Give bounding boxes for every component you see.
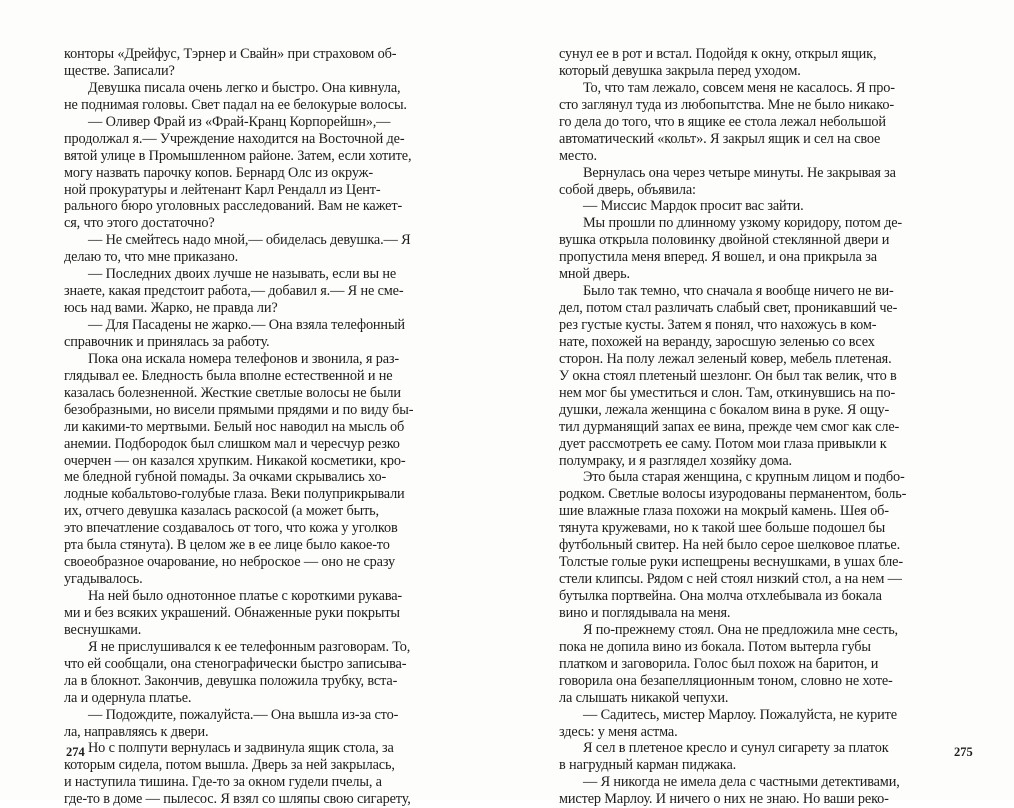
text-line: говорила она безапелляционным тоном, словно не хоте-	[559, 672, 893, 689]
text-line: это впечатление создавалось от того, что кожа у уголков	[64, 520, 398, 537]
text-line: — Садитесь, мистер Марлоу. Пожалуйста, не курите	[583, 706, 897, 723]
text-line: вино и поглядывала на меня.	[559, 604, 731, 621]
text-line: нем мог бы уместиться и слон. Там, откинувшись на по-	[559, 384, 896, 401]
text-line: пропустила меня вперед. Я вошел, и она прикрыла за	[559, 249, 877, 266]
text-line: рез густые кусты. Затем я понял, что нахожусь в ком-	[559, 317, 877, 333]
text-line: их, отчего девушка казалась раскосой (а может быть,	[64, 503, 379, 520]
text-line: веснушками.	[64, 621, 142, 638]
text-line: платком и заговорила. Голос был похож на баритон, и	[559, 655, 879, 672]
text-line: — Оливер Фрай из «Фрай-Кранц Корпорейшн»,—	[88, 113, 391, 130]
text-line: сторон. На полу лежал зеленый ковер, мебель плетеная.	[559, 350, 892, 367]
text-line: тил дурманящий запах ее вина, прежде чем смог как сле-	[559, 418, 900, 435]
text-line: ме бледной губной помады. За очками скрывались хо-	[64, 469, 387, 486]
text-line: делаю то, что мне приказано.	[64, 249, 238, 266]
text-line: То, что там лежало, совсем меня не касалось. Я про-	[583, 79, 895, 96]
text-line: конторы «Дрейфус, Тэрнер и Свайн» при страховом об-	[64, 46, 397, 62]
text-line: — Не смейтесь надо мной,— обиделась девушка.— Я	[88, 232, 411, 249]
text-line: рального бюро уголовных расследований. Вам не кажет-	[64, 198, 403, 215]
text-line: в нагрудный карман пиджака.	[559, 757, 737, 774]
text-line: где-то в доме — пылесос. Я взял со шляпы свою сигарету,	[64, 791, 411, 808]
text-line: справочник и принялась за работу.	[64, 333, 270, 350]
text-line: ной прокуратуры и лейтенант Карл Рендалл из Цент-	[64, 181, 381, 198]
text-line: очерчен — он казался хрупким. Никакой косметики, кро-	[64, 452, 406, 469]
text-line: что ей сообщали, она стенографически быстро записыва-	[64, 655, 407, 672]
text-line: безобразными, но висели прямыми прядями и по виду бы-	[64, 401, 414, 418]
text-line: угадывалось.	[64, 571, 143, 588]
text-line: своеобразное очарование, но неброское — оно не сразу	[64, 554, 396, 571]
right-page-text	[559, 46, 969, 808]
text-line: ла слышать никакой чепухи.	[559, 689, 729, 706]
text-line: могу назвать парочку копов. Бернард Олс из окруж-	[64, 164, 374, 181]
text-line: Толстые голые руки испещрены веснушками, в ушах бле-	[559, 554, 903, 571]
text-line: ли какими-то мертвыми. Белый нос наводил на мысль об	[64, 418, 405, 435]
left-page-text	[64, 46, 469, 808]
text-line: тянута кружевами, но к такой шее больше подошел бы	[559, 520, 886, 537]
text-line: вушка открыла половинку двойной стеклянной двери и	[559, 232, 890, 249]
text-line: Я по-прежнему стоял. Она не предложила мне сесть,	[583, 621, 898, 638]
text-line: ла в блокнот. Закончив, девушка положила трубку, вста-	[64, 672, 398, 689]
text-line: здесь: у меня астма.	[559, 723, 678, 740]
text-line: — Я никогда не имела дела с частными детективами,	[583, 774, 900, 791]
text-line: стели клипсы. Рядом с ней стоял низкий стол, а на нем —	[559, 571, 902, 588]
text-line: пока не допила вино из бокала. Потом вытерла губы	[559, 638, 871, 655]
text-line: Было так темно, что сначала я вообще ничего не ви-	[583, 283, 894, 300]
text-line: юсь над вами. Жарко, не правда ли?	[64, 300, 278, 317]
text-line: глядывал ее. Бледность была вполне естественной и не	[64, 367, 393, 384]
text-line: ми и без всяких украшений. Обнаженные руки покрыты	[64, 604, 400, 621]
text-line: Девушка писала очень легко и быстро. Она кивнула,	[88, 79, 401, 96]
text-line: рта была стянута). В целом же в ее лице было какое-то	[64, 537, 390, 554]
text-line: Мы прошли по длинному узкому коридору, потом де-	[583, 215, 903, 232]
text-line: Вернулась она через четыре минуты. Не закрывая за	[583, 164, 896, 181]
text-line: ла и одернула платье.	[64, 689, 192, 706]
text-line: бутылка портвейна. Она молча отхлебывала из бокала	[559, 588, 882, 604]
page-number-right: 275	[954, 745, 973, 759]
text-line: автоматический «кольт». Я закрыл ящик и сел на свое	[559, 130, 881, 147]
text-line: которым сидела, потом вышла. Дверь за ней закрылась,	[64, 757, 395, 774]
text-line: — Последних двоих лучше не называть, если вы не	[88, 266, 397, 283]
text-line: Я сел в плетеное кресло и сунул сигарету за платок	[583, 740, 889, 757]
text-line: знаете, какая предстоит работа,— добавил я.— Я не сме-	[64, 283, 404, 300]
text-line: полумраку, и я разглядел хозяйку дома.	[559, 452, 792, 469]
text-line: Но с полпути вернулась и задвинула ящик стола, за	[88, 740, 394, 757]
text-line: и наступила тишина. Где-то за окном гудели пчелы, а	[64, 774, 382, 791]
text-line: шие влажные глаза похожи на мокрый камень. Шея об-	[559, 503, 889, 520]
text-line: не поднимая головы. Свет падал на ее белокурые волосы.	[64, 96, 407, 113]
text-line: лодные кобальтово-голубые глаза. Веки полуприкрывали	[64, 486, 405, 503]
text-line: вятой улице в Промышленном районе. Затем, если хотите,	[64, 147, 412, 164]
text-line: Это была старая женщина, с крупным лицом и подбо-	[583, 469, 905, 486]
text-line: Пока она искала номера телефонов и звонила, я раз-	[88, 350, 400, 367]
page-number-left: 274	[66, 745, 85, 759]
text-line: казалась болезненной. Жесткие светлые волосы не были	[64, 384, 401, 401]
text-line: продолжал я.— Учреждение находится на Восточной де-	[64, 130, 405, 147]
text-line: который девушка закрыла перед уходом.	[559, 62, 801, 79]
text-line: На ней было однотонное платье с короткими рукава-	[88, 588, 403, 604]
text-line: — Для Пасадены не жарко.— Она взяла телефонный	[88, 317, 405, 333]
text-line: дел, потом стал различать слабый свет, проникавший че-	[559, 300, 898, 317]
text-line: ся, что этого достаточно?	[64, 215, 215, 232]
text-line: место.	[559, 147, 597, 164]
text-line: анемии. Подбородок был слишком мал и чересчур резко	[64, 435, 400, 452]
text-line: У окна стоял плетеный шезлонг. Он был так велик, что в	[559, 367, 897, 384]
text-line: мной дверь.	[559, 266, 630, 283]
text-line: сунул ее в рот и встал. Подойдя к окну, открыл ящик,	[559, 46, 877, 62]
right-page	[507, 0, 1014, 808]
text-line: собой дверь, объявила:	[559, 181, 696, 198]
text-line: Я не прислушивался к ее телефонным разговорам. То,	[88, 638, 411, 655]
text-line: ла, направляясь к двери.	[64, 723, 209, 740]
text-line: нате, похожей на веранду, заросшую зеленью со всех	[559, 333, 875, 350]
text-line: родком. Светлые волосы изуродованы перманентом, боль-	[559, 486, 907, 503]
text-line: дует рассмотреть ее саму. Потом мои глаза привыкли к	[559, 435, 887, 452]
text-line: го дела до того, что в ящике ее стола лежал небольшой	[559, 113, 886, 130]
text-line: сто заглянул туда из любопытства. Мне не было никако-	[559, 96, 894, 113]
text-line: мистер Марлоу. И ничего о них не знаю. Но ваши реко-	[559, 791, 889, 808]
text-line: душки, лежала женщина с бокалом вина в руке. Я ощу-	[559, 401, 890, 418]
text-line: ществе. Записали?	[64, 62, 175, 79]
text-line: — Миссис Мардок просит вас зайти.	[583, 198, 804, 215]
text-line: — Подождите, пожалуйста.— Она вышла из-за сто-	[88, 706, 399, 723]
text-line: футбольный свитер. На ней было серое шелковое платье.	[559, 537, 901, 554]
